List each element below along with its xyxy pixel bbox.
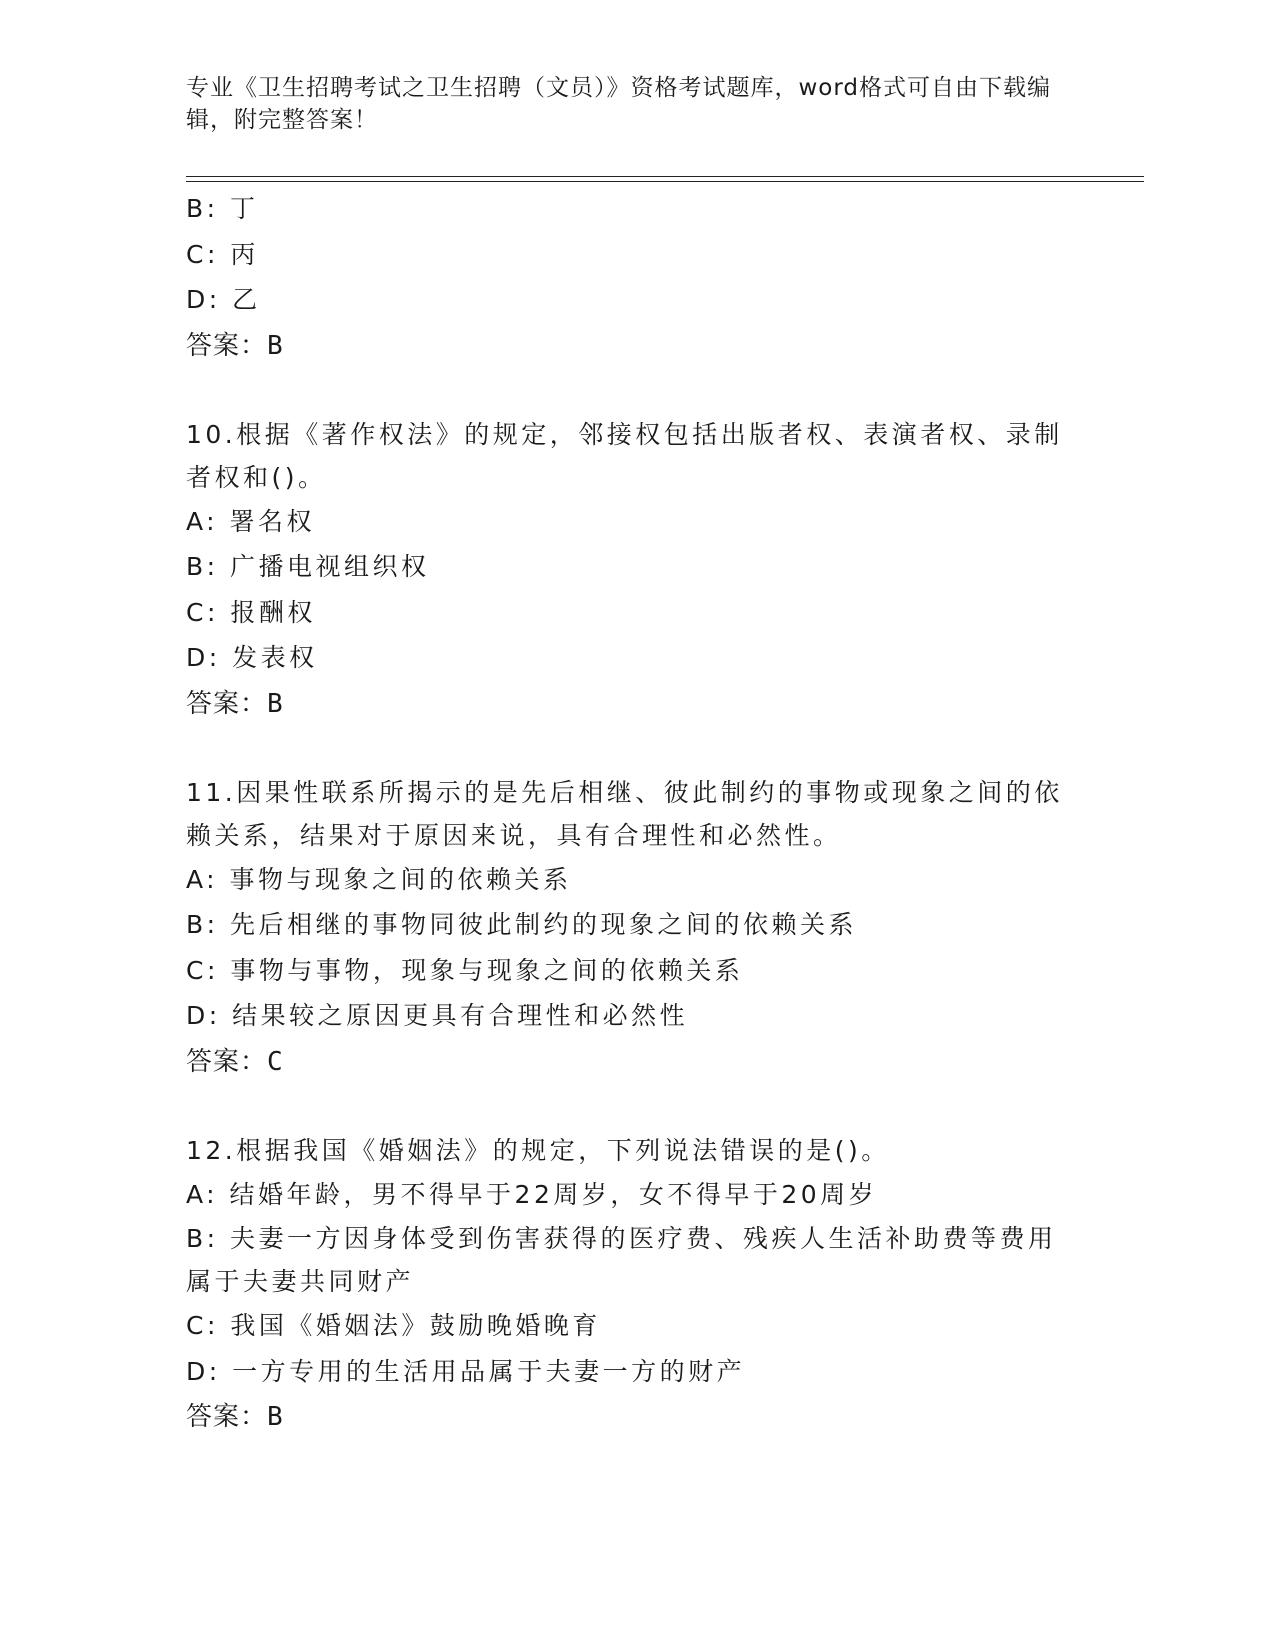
answer-value: B [267, 1402, 284, 1432]
option-b: B: 先后相继的事物同彼此制约的现象之间的依赖关系 [186, 910, 858, 939]
answer-line [186, 681, 1066, 727]
answer-value: B [267, 330, 284, 361]
option-a: A: 事物与现象之间的依赖关系 [186, 864, 572, 894]
answer-value: B [267, 688, 284, 719]
page-header [186, 72, 1066, 136]
answer-label: 答案： [186, 330, 268, 361]
question-10 [186, 413, 1066, 727]
option-d: D: 乙 [186, 285, 261, 314]
option-d: D: 结果较之原因更具有合理性和必然性 [186, 1001, 689, 1030]
header-text: 专业《卫生招聘考试之卫生招聘（文员）》资格考试题库，word格式可自由下载编辑，附完整答案！ [186, 75, 1052, 133]
option-d: D: 一方专用的生活用品属于夫妻一方的财产 [186, 1356, 746, 1386]
question-text: 10.根据《著作权法》的规定，邻接权包括出版者权、表演者权、录制者权和()。 [186, 419, 1063, 492]
option-c: C: 报酬权 [186, 597, 316, 627]
option-c: C: 我国《婚姻法》鼓励晚婚晚育 [186, 1311, 601, 1340]
answer-label: 答案： [186, 688, 268, 719]
answer-line [186, 323, 1066, 369]
answer-line [186, 1039, 1066, 1085]
answer-label: 答案： [186, 1402, 268, 1432]
question-11 [186, 771, 1066, 1085]
option-c: C: 丙 [186, 239, 259, 269]
option-a: A: 结婚年龄，男不得早于22周岁，女不得早于20周岁 [186, 1179, 878, 1209]
question-text: 12.根据我国《婚姻法》的规定，下列说法错误的是()。 [186, 1135, 890, 1165]
option-d: D: 发表权 [186, 643, 318, 672]
question-partial [186, 186, 1066, 369]
header-divider [186, 176, 1144, 182]
option-b: B: 广播电视组织权 [186, 552, 430, 581]
question-text: 11.因果性联系所揭示的是先后相继、彼此制约的事物或现象之间的依赖关系，结果对于原因来说，具有合理性和必然性。 [186, 777, 1063, 850]
answer-label: 答案： [186, 1046, 268, 1077]
question-list [186, 186, 1066, 1440]
option-b: B: 丁 [186, 194, 259, 223]
option-c: C: 事物与事物，现象与现象之间的依赖关系 [186, 955, 744, 985]
question-12 [186, 1129, 1066, 1441]
option-a: A: 署名权 [186, 506, 316, 536]
answer-line [186, 1394, 1066, 1440]
option-b: B: 夫妻一方因身体受到伤害获得的医疗费、残疾人生活补助费等费用属于夫妻共同财产 [186, 1224, 1057, 1296]
answer-value: C [267, 1046, 284, 1077]
